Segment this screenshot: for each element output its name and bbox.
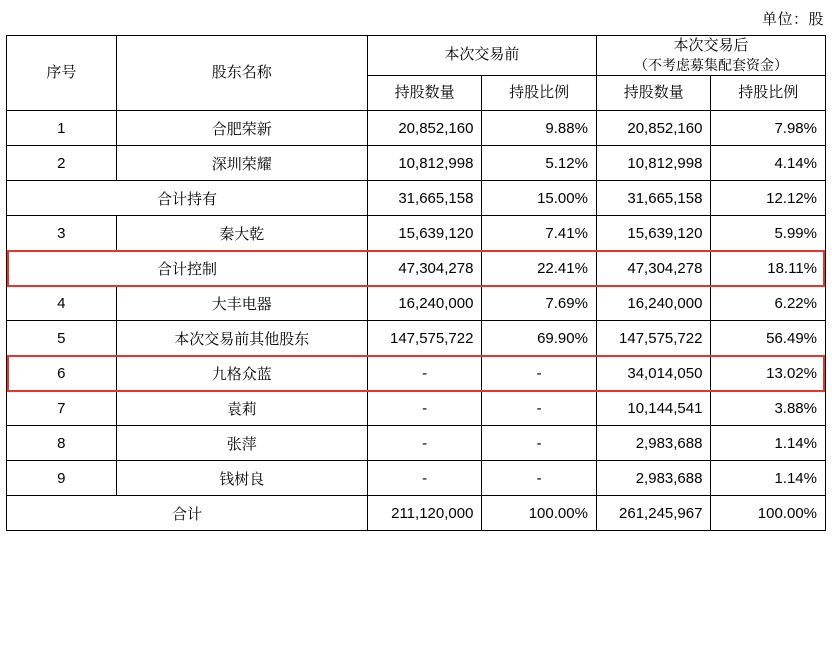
cell-ratio-after: 12.12%	[711, 181, 826, 216]
cell-shares-before: 31,665,158	[367, 181, 482, 216]
cell-ratio-before: 22.41%	[482, 251, 597, 286]
cell-shares-before: 47,304,278	[367, 251, 482, 286]
table-row	[7, 146, 826, 181]
cell-ratio-before: 5.12%	[482, 146, 597, 181]
cell-shareholder-name: 九格众蓝	[116, 356, 367, 391]
cell-ratio-after: 7.98%	[711, 111, 826, 146]
header-before-transaction: 本次交易前	[367, 36, 596, 76]
table-row	[7, 286, 826, 321]
cell-seq: 4	[7, 286, 117, 321]
cell-shareholder-name: 秦大乾	[116, 216, 367, 251]
table-row	[7, 356, 826, 391]
cell-shares-after: 20,852,160	[596, 111, 711, 146]
table-row	[7, 321, 826, 356]
cell-shareholder-name: 合计	[7, 496, 368, 531]
cell-seq: 3	[7, 216, 117, 251]
cell-seq: 1	[7, 111, 117, 146]
cell-ratio-after: 1.14%	[711, 461, 826, 496]
header-shares-before: 持股数量	[367, 76, 482, 111]
shareholding-table	[6, 35, 826, 531]
cell-ratio-after: 6.22%	[711, 286, 826, 321]
cell-shares-before: -	[367, 461, 482, 496]
cell-shares-before: 147,575,722	[367, 321, 482, 356]
cell-seq: 2	[7, 146, 117, 181]
header-shares-after: 持股数量	[596, 76, 711, 111]
cell-shares-after: 34,014,050	[596, 356, 711, 391]
cell-shareholder-name: 大丰电器	[116, 286, 367, 321]
header-after-transaction-line2: （不考虑募集配套资金）	[633, 57, 788, 74]
table-row	[7, 111, 826, 146]
cell-ratio-after: 4.14%	[711, 146, 826, 181]
cell-shareholder-name: 本次交易前其他股东	[116, 321, 367, 356]
cell-ratio-after: 3.88%	[711, 391, 826, 426]
cell-ratio-before: 7.69%	[482, 286, 597, 321]
cell-shares-before: -	[367, 426, 482, 461]
cell-shares-before: 15,639,120	[367, 216, 482, 251]
cell-seq: 5	[7, 321, 117, 356]
cell-shares-before: -	[367, 391, 482, 426]
header-seq: 序号	[7, 36, 117, 111]
cell-shares-before: 20,852,160	[367, 111, 482, 146]
cell-ratio-before: -	[482, 356, 597, 391]
cell-shares-after: 147,575,722	[596, 321, 711, 356]
cell-shares-after: 10,812,998	[596, 146, 711, 181]
table-header	[7, 36, 826, 111]
cell-shareholder-name: 袁莉	[116, 391, 367, 426]
cell-ratio-before: 15.00%	[482, 181, 597, 216]
header-after-transaction	[596, 36, 825, 76]
cell-shares-after: 2,983,688	[596, 461, 711, 496]
cell-ratio-after: 13.02%	[711, 356, 826, 391]
cell-ratio-after: 1.14%	[711, 426, 826, 461]
cell-shares-after: 16,240,000	[596, 286, 711, 321]
cell-shareholder-name: 合计持有	[7, 181, 368, 216]
cell-shareholder-name: 钱树良	[116, 461, 367, 496]
header-after-transaction-line1: 本次交易后	[673, 37, 749, 54]
table-row	[7, 391, 826, 426]
header-shareholder-name: 股东名称	[116, 36, 367, 111]
table-row	[7, 461, 826, 496]
cell-ratio-before: 100.00%	[482, 496, 597, 531]
table-row	[7, 426, 826, 461]
cell-seq: 6	[7, 356, 117, 391]
cell-shares-after: 2,983,688	[596, 426, 711, 461]
cell-shares-before: 10,812,998	[367, 146, 482, 181]
cell-shares-before: 16,240,000	[367, 286, 482, 321]
cell-seq: 7	[7, 391, 117, 426]
cell-ratio-before: 9.88%	[482, 111, 597, 146]
cell-seq: 8	[7, 426, 117, 461]
cell-ratio-before: -	[482, 461, 597, 496]
header-row-top	[7, 36, 826, 76]
cell-shares-after: 31,665,158	[596, 181, 711, 216]
cell-shares-before: 211,120,000	[367, 496, 482, 531]
cell-shareholder-name: 合计控制	[7, 251, 368, 286]
cell-ratio-after: 18.11%	[711, 251, 826, 286]
cell-shares-before: -	[367, 356, 482, 391]
cell-shares-after: 10,144,541	[596, 391, 711, 426]
header-ratio-after: 持股比例	[711, 76, 826, 111]
table-body	[7, 111, 826, 531]
table-row	[7, 181, 826, 216]
cell-shares-after: 261,245,967	[596, 496, 711, 531]
cell-shareholder-name: 合肥荣新	[116, 111, 367, 146]
cell-shareholder-name: 张萍	[116, 426, 367, 461]
cell-ratio-after: 56.49%	[711, 321, 826, 356]
cell-seq: 9	[7, 461, 117, 496]
header-ratio-before: 持股比例	[482, 76, 597, 111]
cell-ratio-after: 100.00%	[711, 496, 826, 531]
table-row	[7, 251, 826, 286]
table-row	[7, 496, 826, 531]
cell-ratio-before: -	[482, 391, 597, 426]
cell-shares-after: 15,639,120	[596, 216, 711, 251]
cell-ratio-after: 5.99%	[711, 216, 826, 251]
cell-ratio-before: 69.90%	[482, 321, 597, 356]
cell-ratio-before: -	[482, 426, 597, 461]
cell-ratio-before: 7.41%	[482, 216, 597, 251]
table-row	[7, 216, 826, 251]
cell-shares-after: 47,304,278	[596, 251, 711, 286]
cell-shareholder-name: 深圳荣耀	[116, 146, 367, 181]
unit-note: 单位：股	[761, 11, 824, 28]
